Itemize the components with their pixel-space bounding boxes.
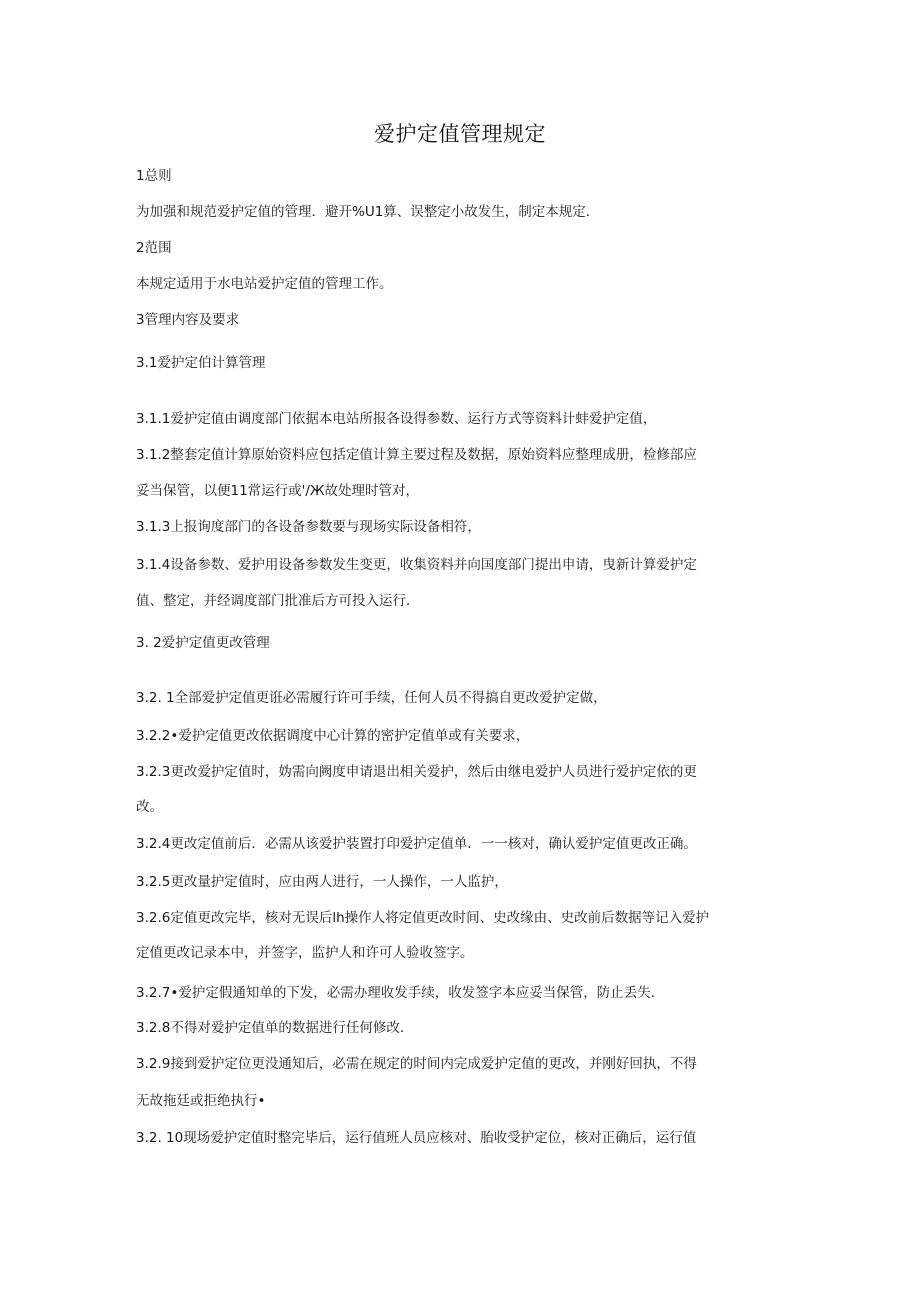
clause-3-2-9-cont: 无故拖廷或拒绝执行•: [136, 1093, 266, 1109]
clause-3-1-4-cont: 值、整定，并经调度部门批准后方可投入运行．: [136, 593, 420, 609]
subsection-heading-3-1: 3.1爱护定伯计算管理: [136, 355, 266, 371]
clause-3-1-3: 3.1.3上报询度部门的各设备参数要与现场实际设备相符，: [136, 519, 481, 535]
clause-3-2-6-cont: 定值更改记录本中，并签字，监护人和许可人验收签字。: [136, 945, 474, 961]
clause-3-2-1: 3.2. 1全部爱护定值更诳必需履行许可手续，任何人员不得搞自更改爱护定做，: [136, 690, 607, 706]
clause-3-2-7: 3.2.7•爱护定假通知单的下发，必需办理收发手续，收发签字本应妥当保管，防止丢失．: [136, 985, 665, 1001]
clause-3-1-4: 3.1.4设备参数、爱护用设备参数发生变更，收集资料并向国度部门提出申请，曳新计算爱护定: [136, 557, 697, 573]
clause-3-1-2: 3.1.2整套定值计算原始资料应包括定值计算主要过程及数据，原始资料应整理成册，检修部应: [136, 447, 697, 463]
clause-3-2-3: 3.2.3更改爱护定值时，妫需向阙度申请退出相关爱护，然后由继电爱护人员进行爱护定依的更: [136, 764, 697, 780]
clause-3-2-4: 3.2.4更改定值前后．必需从该爱护装置打印爱护定值单．一一核对，确认爱护定值更改正确。: [136, 836, 697, 852]
clause-3-2-8: 3.2.8不得对爱护定值单的数据进行任何修改．: [136, 1020, 414, 1036]
subsection-heading-3-2: 3. 2爱护定值更改管理: [136, 635, 270, 651]
paragraph-purpose: 为加强和规范爱护定值的管理．避开%U1算、误整定小故发生，制定本规定．: [136, 204, 600, 220]
section-heading-scope: 2范围: [136, 240, 172, 256]
section-heading-general: 1总则: [136, 168, 172, 184]
clause-3-2-9: 3.2.9接到爱护定位更没通知后，必需在规定的时间内完成爱护定值的更改，并刚好回执，不得: [136, 1056, 697, 1072]
clause-3-1-1: 3.1.1爱护定值由调度部门依据本电站所报各设得参数、运行方式等资料计蚌爱护定值，: [136, 411, 657, 427]
section-heading-management: 3管理内容及要求: [136, 312, 240, 328]
clause-3-2-2: 3.2.2•爱护定值更改依据调度中心计算的密护定值单或有关要求，: [136, 728, 530, 744]
clause-3-2-6: 3.2.6定值更改完毕，核对无误后lh操作人将定值更改时间、史改缘由、史改前后数据等记入爱护: [136, 910, 710, 926]
clause-3-2-3-cont: 改。: [136, 799, 163, 815]
clause-3-2-10: 3.2. 10现场爱护定值时整完毕后，运行值班人员应核对、胎收受护定位，核对正确后，运行值: [136, 1130, 697, 1146]
clause-3-2-5: 3.2.5更改量护定值时，应由两人进行，一人操作，一人监护，: [136, 874, 508, 890]
clause-3-1-2-cont: 妥当保管，以便11常运行或'/Ж故处理时管对，: [136, 483, 419, 499]
paragraph-scope: 本规定适用于水电站爱护定值的管理工作。: [136, 276, 393, 292]
document-title: 爱护定值管理规定: [374, 122, 546, 146]
